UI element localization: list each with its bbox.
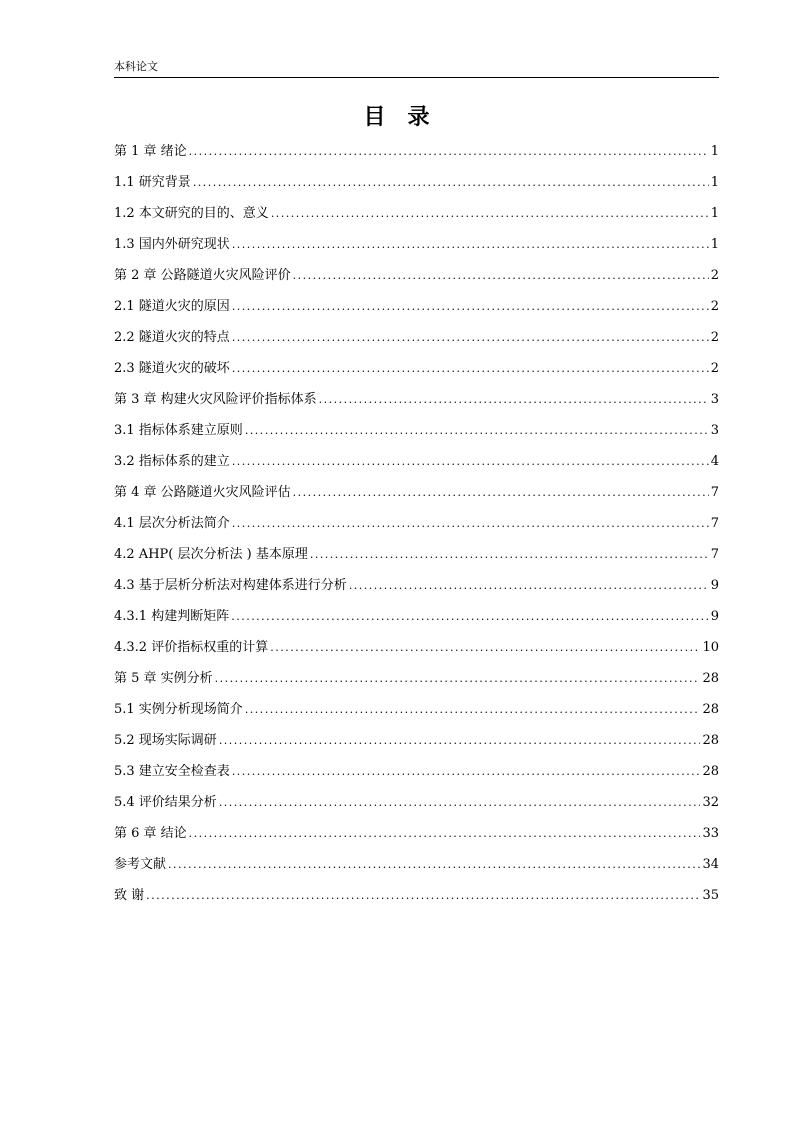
toc-entry-page-number: 34	[702, 857, 719, 872]
toc-entry[interactable]	[114, 792, 719, 823]
toc-entry[interactable]	[114, 482, 719, 513]
toc-dot-leader	[349, 575, 709, 597]
toc-entry[interactable]	[114, 296, 719, 327]
toc-entry[interactable]	[114, 575, 719, 606]
toc-entry[interactable]	[114, 699, 719, 730]
toc-entry-page-number: 1	[710, 175, 719, 190]
toc-entry[interactable]	[114, 358, 719, 389]
toc-entry-page-number: 7	[710, 485, 719, 500]
toc-entry-label: 4.3.1 构建判断矩阵	[114, 609, 230, 624]
toc-entry-page-number: 2	[710, 268, 719, 283]
toc-entry-page-number: 10	[702, 640, 719, 655]
toc-entry-page-number: 28	[702, 733, 719, 748]
toc-entry-label: 第 1 章 绪论	[114, 144, 187, 159]
toc-entry-page-number: 28	[702, 702, 719, 717]
toc-entry-page-number: 1	[710, 237, 719, 252]
toc-entry-label: 参考文献	[114, 857, 167, 872]
toc-dot-leader	[231, 606, 709, 628]
toc-entry-page-number: 9	[710, 609, 719, 624]
toc-entry-page-number: 7	[710, 547, 719, 562]
toc-entry-label: 第 2 章 公路隧道火灾风险评价	[114, 268, 291, 283]
toc-entry-label: 第 5 章 实例分析	[114, 671, 213, 686]
toc-entry[interactable]	[114, 234, 719, 265]
toc-dot-leader	[232, 761, 701, 783]
toc-dot-leader	[219, 730, 701, 752]
toc-entry[interactable]	[114, 389, 719, 420]
toc-entry-page-number: 7	[710, 516, 719, 531]
toc-dot-leader	[310, 544, 709, 566]
toc-entry[interactable]	[114, 420, 719, 451]
toc-entry-label: 3.1 指标体系建立原则	[114, 423, 243, 438]
toc-entry-page-number: 33	[702, 826, 719, 841]
toc-entry[interactable]	[114, 823, 719, 854]
toc-entry[interactable]	[114, 637, 719, 668]
toc-entry-page-number: 4	[710, 454, 719, 469]
toc-entry-page-number: 3	[710, 423, 719, 438]
toc-dot-leader	[219, 792, 701, 814]
toc-dot-leader	[189, 141, 709, 163]
toc-entry-label: 第 3 章 构建火灾风险评价指标体系	[114, 392, 317, 407]
toc-dot-leader	[232, 234, 709, 256]
toc-entry-label: 5.4 评价结果分析	[114, 795, 217, 810]
toc-entry-page-number: 2	[710, 361, 719, 376]
toc-dot-leader	[271, 203, 709, 225]
toc-entry-page-number: 1	[710, 144, 719, 159]
toc-dot-leader	[293, 482, 709, 504]
toc-dot-leader	[232, 358, 709, 380]
toc-entry-label: 4.3.2 评价指标权重的计算	[114, 640, 269, 655]
toc-entry-label: 4.1 层次分析法简介	[114, 516, 230, 531]
toc-entry[interactable]	[114, 854, 719, 885]
running-header: 本科论文	[114, 60, 158, 73]
toc-entry[interactable]	[114, 885, 719, 916]
toc-dot-leader	[232, 296, 709, 318]
toc-entry[interactable]	[114, 761, 719, 792]
toc-entry-label: 5.1 实例分析现场简介	[114, 702, 243, 717]
toc-entry-page-number: 35	[702, 888, 719, 903]
header-rule	[114, 77, 719, 78]
toc-entry-page-number: 2	[710, 299, 719, 314]
toc-dot-leader	[215, 668, 701, 690]
toc-entry[interactable]	[114, 544, 719, 575]
toc-entry-page-number: 2	[710, 330, 719, 345]
toc-entry-label: 2.2 隧道火灾的特点	[114, 330, 230, 345]
toc-dot-leader	[232, 327, 709, 349]
toc-entry-page-number: 3	[710, 392, 719, 407]
page-title: 目录	[363, 104, 452, 130]
table-of-contents	[114, 141, 719, 916]
toc-dot-leader	[293, 265, 709, 287]
toc-entry[interactable]	[114, 141, 719, 172]
toc-entry-page-number: 1	[710, 206, 719, 221]
toc-dot-leader	[319, 389, 709, 411]
toc-dot-leader	[168, 854, 700, 876]
toc-entry[interactable]	[114, 668, 719, 699]
toc-entry-label: 3.2 指标体系的建立	[114, 454, 230, 469]
toc-entry-page-number: 32	[702, 795, 719, 810]
toc-entry-label: 1.2 本文研究的目的、意义	[114, 206, 269, 221]
toc-entry-label: 4.2 AHP( 层次分析法 ) 基本原理	[114, 547, 308, 562]
toc-entry-page-number: 28	[702, 764, 719, 779]
toc-entry-label: 4.3 基于层析分析法对构建体系进行分析	[114, 578, 347, 593]
toc-entry-label: 第 6 章 结论	[114, 826, 187, 841]
toc-dot-leader	[232, 513, 709, 535]
toc-entry-label: 第 4 章 公路隧道火灾风险评估	[114, 485, 291, 500]
toc-entry-page-number: 9	[710, 578, 719, 593]
toc-entry-label: 1.1 研究背景	[114, 175, 191, 190]
toc-entry[interactable]	[114, 451, 719, 482]
toc-entry-page-number: 28	[702, 671, 719, 686]
toc-entry[interactable]	[114, 327, 719, 358]
toc-entry-label: 2.1 隧道火灾的原因	[114, 299, 230, 314]
toc-entry-label: 2.3 隧道火灾的破坏	[114, 361, 230, 376]
toc-entry[interactable]	[114, 172, 719, 203]
toc-dot-leader	[245, 420, 709, 442]
toc-dot-leader	[189, 823, 701, 845]
toc-entry[interactable]	[114, 265, 719, 296]
toc-entry-label: 5.3 建立安全检查表	[114, 764, 230, 779]
toc-entry-label: 1.3 国内外研究现状	[114, 237, 230, 252]
toc-entry-label: 5.2 现场实际调研	[114, 733, 217, 748]
toc-entry[interactable]	[114, 203, 719, 234]
toc-dot-leader	[146, 885, 700, 907]
toc-entry[interactable]	[114, 730, 719, 761]
toc-entry[interactable]	[114, 513, 719, 544]
toc-dot-leader	[245, 699, 701, 721]
toc-dot-leader	[232, 451, 709, 473]
toc-dot-leader	[193, 172, 709, 194]
toc-entry[interactable]	[114, 606, 719, 637]
toc-entry-label: 致 谢	[114, 888, 145, 903]
toc-dot-leader	[270, 637, 700, 659]
